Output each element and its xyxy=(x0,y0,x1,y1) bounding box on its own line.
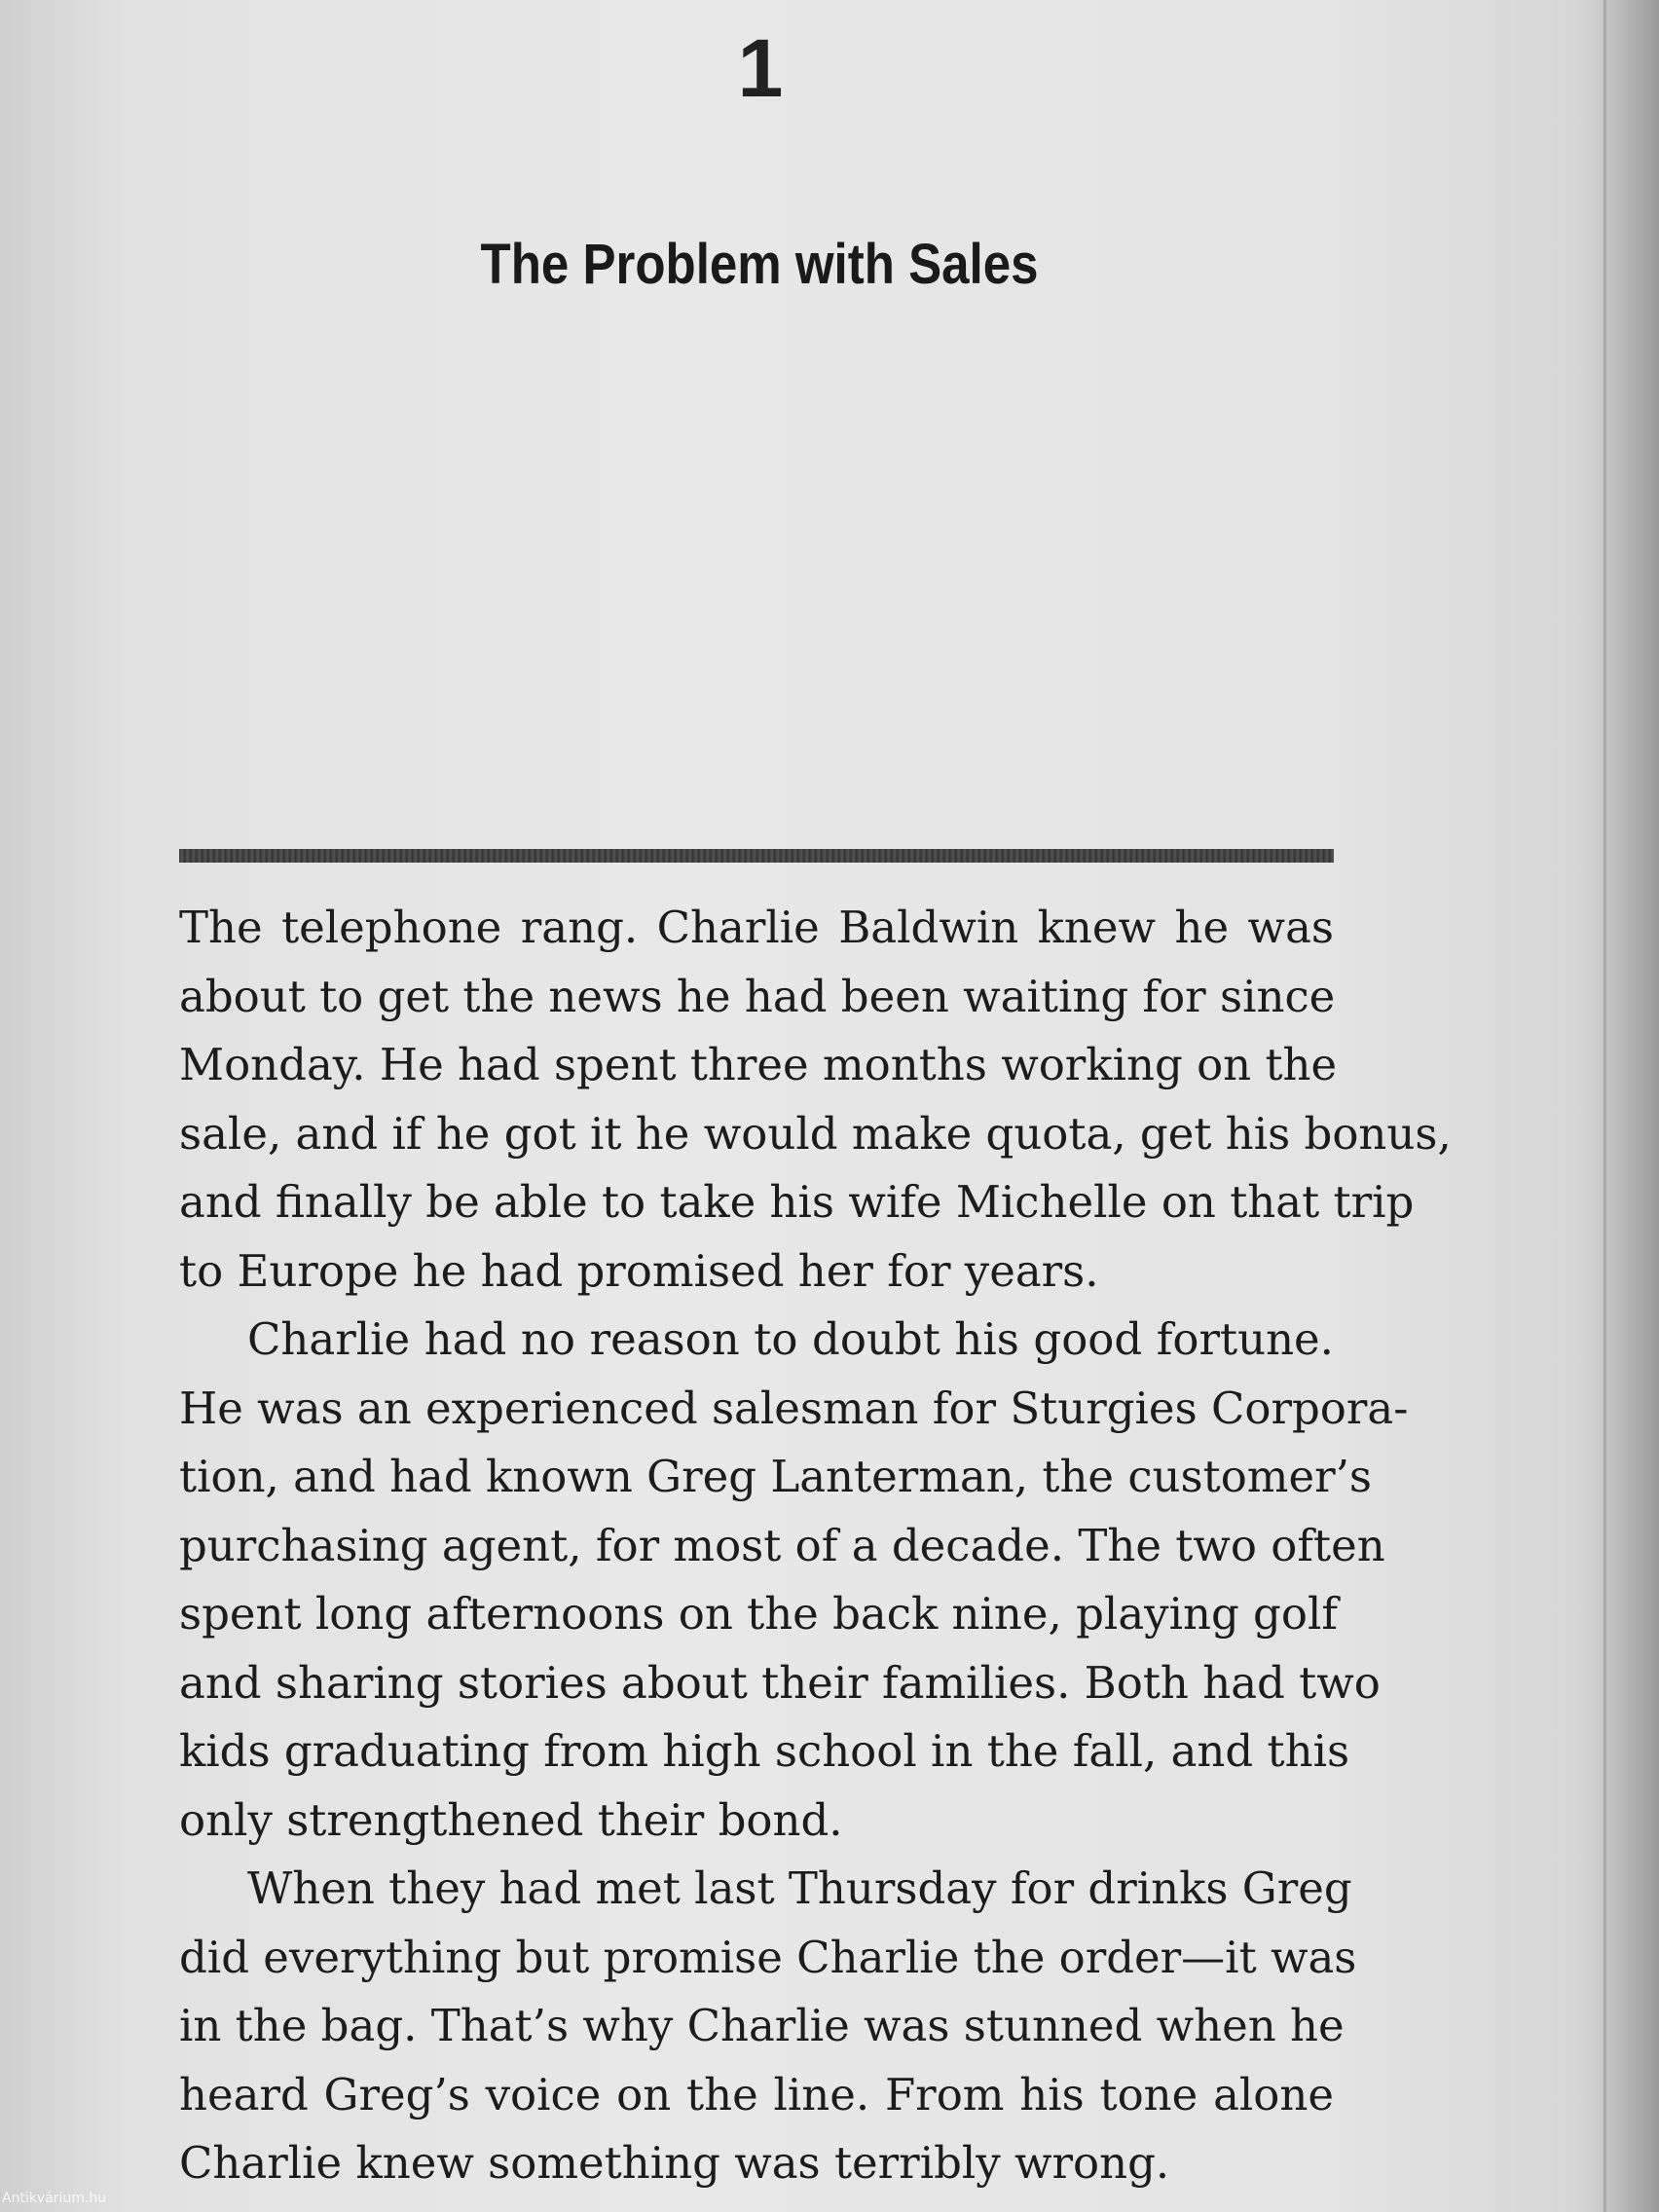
body-line: Monday. He had spent three months working on the xyxy=(179,1039,1338,1090)
watermark: Antikvárium.hu xyxy=(2,2191,107,2206)
body-line: did everything but promise Charlie the order—it was xyxy=(179,1931,1357,1983)
page-gutter-shadow xyxy=(1591,0,1659,2212)
body-line: The telephone rang. Charlie Baldwin knew he was xyxy=(179,902,1334,953)
body-line: tion, and had known Greg Lanterman, the customer’s xyxy=(179,1451,1373,1502)
body-line: Charlie knew something was terribly wrong. xyxy=(179,2137,1170,2189)
body-line: spent long afternoons on the back nine, playing golf xyxy=(179,1588,1338,1640)
body-line: When they had met last Thursday for drinks Greg xyxy=(247,1862,1352,1914)
body-line: to Europe he had promised her for years. xyxy=(179,1244,1099,1297)
body-line: Charlie had no reason to doubt his good fortune. xyxy=(247,1313,1334,1365)
chapter-body-text xyxy=(179,894,1452,2198)
chapter-number: 1 xyxy=(737,22,782,114)
body-line: He was an experienced salesman for Sturgies Corpora- xyxy=(179,1382,1409,1434)
body-line: only strengthened their bond. xyxy=(179,1793,843,1846)
body-line: in the bag. That’s why Charlie was stunned when he xyxy=(179,2000,1345,2051)
chapter-title: The Problem with Sales xyxy=(480,233,1039,296)
body-line: and finally be able to take his wife Michelle on that trip xyxy=(179,1176,1415,1228)
body-line: purchasing agent, for most of a decade. The two often xyxy=(179,1519,1385,1571)
body-line: about to get the news he had been waiting for since xyxy=(179,970,1336,1022)
chapter-divider-rule xyxy=(179,849,1334,863)
page-edge xyxy=(1604,0,1606,2212)
body-line: kids graduating from high school in the fall, and this xyxy=(179,1725,1350,1777)
body-line: sale, and if he got it he would make quota, get his bonus, xyxy=(179,1107,1452,1160)
body-line: and sharing stories about their families. Both had two xyxy=(179,1656,1381,1709)
body-line: heard Greg’s voice on the line. From his tone alone xyxy=(179,2068,1334,2120)
